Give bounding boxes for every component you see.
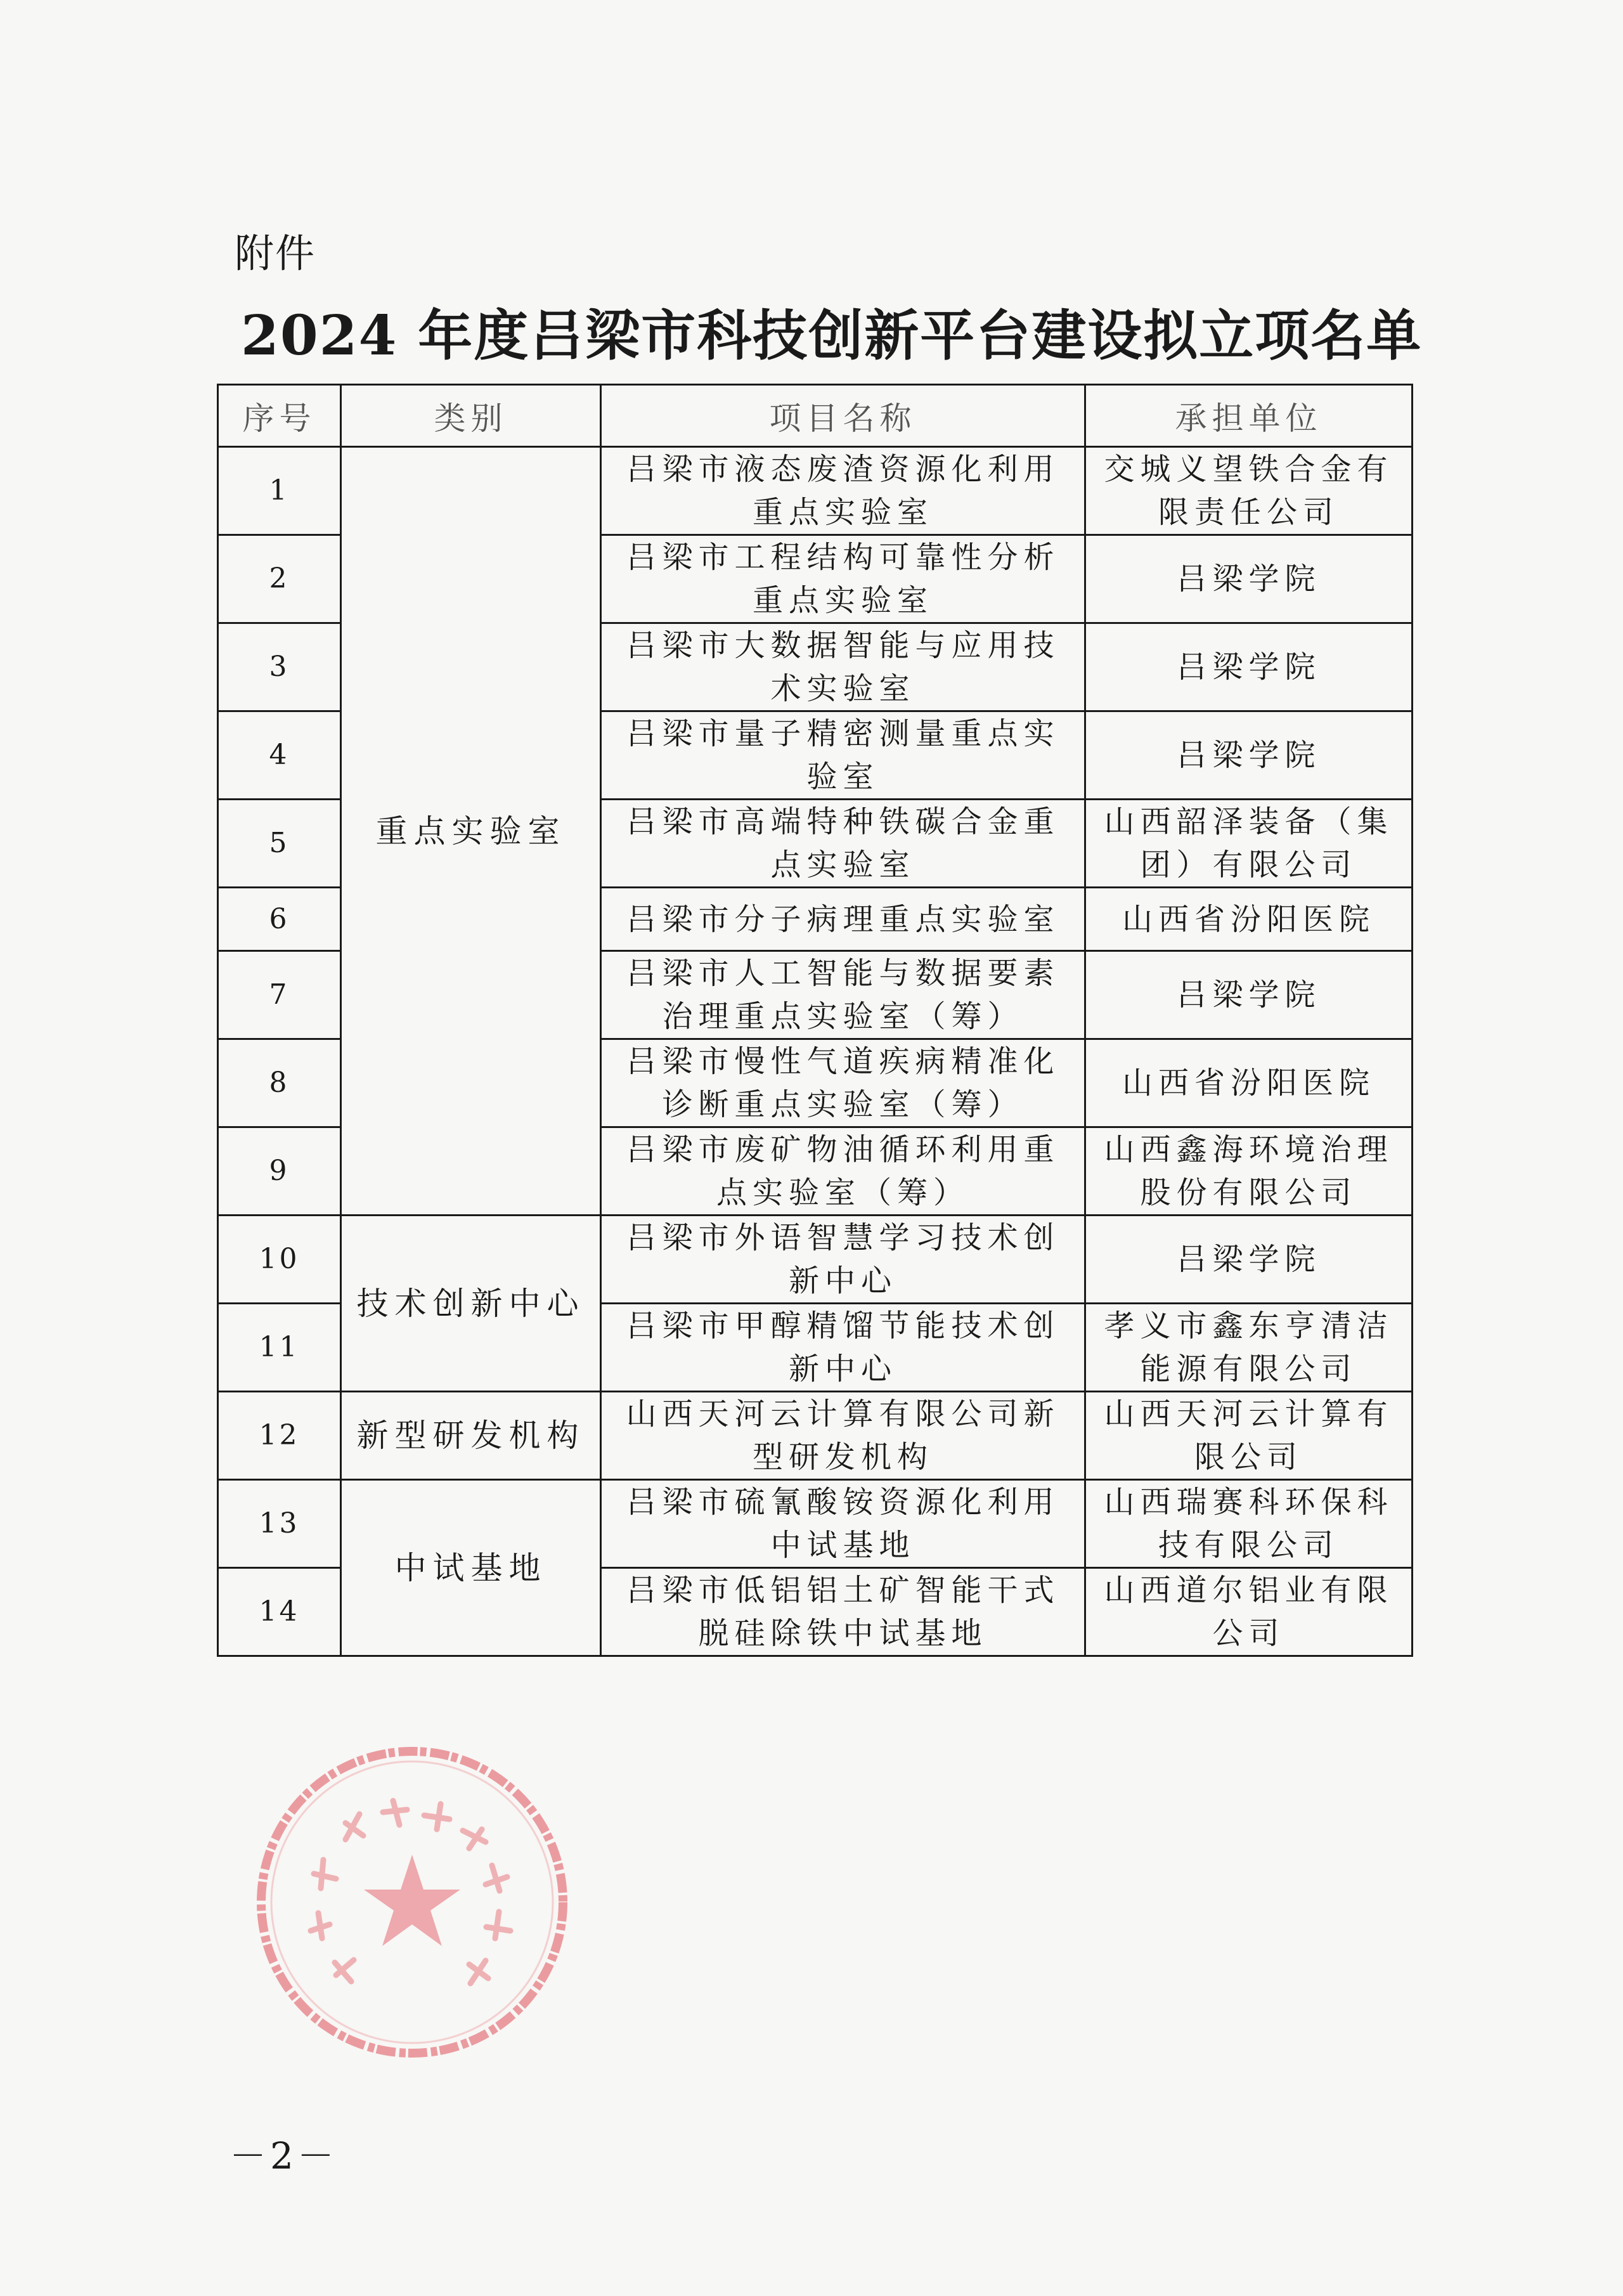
cell-project-name: 吕梁市外语智慧学习技术创新中心 [601, 1216, 1085, 1304]
table-row [218, 1480, 1413, 1568]
cell-organization: 山西省汾阳医院 [1085, 1039, 1413, 1127]
cell-organization: 吕梁学院 [1085, 1216, 1413, 1304]
cell-project-name: 吕梁市低铝铝土矿智能干式脱硅除铁中试基地 [601, 1568, 1085, 1656]
project-list-table [217, 384, 1413, 1657]
header-seq: 序号 [218, 385, 341, 447]
cell-seq: 13 [218, 1480, 341, 1568]
table-header-row [218, 385, 1413, 447]
header-project-name: 项目名称 [601, 385, 1085, 447]
cell-organization: 吕梁学院 [1085, 623, 1413, 711]
cell-organization: 山西瑞赛科环保科技有限公司 [1085, 1480, 1413, 1568]
cell-seq: 14 [218, 1568, 341, 1656]
cell-seq: 3 [218, 623, 341, 711]
cell-seq: 9 [218, 1127, 341, 1216]
document-title: 2024 年度吕梁市科技创新平台建设拟立项名单 [241, 304, 1423, 368]
table-row [218, 447, 1413, 535]
cell-organization: 吕梁学院 [1085, 535, 1413, 623]
cell-project-name: 吕梁市废矿物油循环利用重点实验室（筹） [601, 1127, 1085, 1216]
cell-organization: 山西韶泽装备（集团）有限公司 [1085, 800, 1413, 888]
cell-project-name: 吕梁市液态废渣资源化利用重点实验室 [601, 447, 1085, 535]
cell-project-name: 吕梁市慢性气道疾病精准化诊断重点实验室（筹） [601, 1039, 1085, 1127]
cell-organization: 山西省汾阳医院 [1085, 888, 1413, 951]
cell-project-name: 吕梁市人工智能与数据要素治理重点实验室（筹） [601, 951, 1085, 1039]
cell-seq: 7 [218, 951, 341, 1039]
table-row [218, 1392, 1413, 1480]
cell-seq: 1 [218, 447, 341, 535]
cell-category: 新型研发机构 [341, 1392, 601, 1480]
cell-category: 技术创新中心 [341, 1216, 601, 1392]
cell-project-name: 吕梁市甲醇精馏节能技术创新中心 [601, 1304, 1085, 1392]
cell-project-name: 山西天河云计算有限公司新型研发机构 [601, 1392, 1085, 1480]
cell-seq: 12 [218, 1392, 341, 1480]
cell-organization: 山西道尔铝业有限公司 [1085, 1568, 1413, 1656]
cell-organization: 吕梁学院 [1085, 711, 1413, 800]
cell-seq: 8 [218, 1039, 341, 1127]
cell-project-name: 吕梁市工程结构可靠性分析重点实验室 [601, 535, 1085, 623]
cell-organization: 山西天河云计算有限公司 [1085, 1392, 1413, 1480]
cell-seq: 6 [218, 888, 341, 951]
cell-project-name: 吕梁市高端特种铁碳合金重点实验室 [601, 800, 1085, 888]
cell-category: 中试基地 [341, 1480, 601, 1656]
cell-seq: 2 [218, 535, 341, 623]
cell-seq: 5 [218, 800, 341, 888]
table-row [218, 1216, 1413, 1304]
cell-category: 重点实验室 [341, 447, 601, 1216]
header-category: 类别 [341, 385, 601, 447]
cell-organization: 山西鑫海环境治理股份有限公司 [1085, 1127, 1413, 1216]
cell-project-name: 吕梁市大数据智能与应用技术实验室 [601, 623, 1085, 711]
cell-seq: 11 [218, 1304, 341, 1392]
project-list-table-container [217, 384, 1411, 1657]
official-seal-stamp [250, 1741, 574, 2064]
cell-organization: 孝义市鑫东亨清洁能源有限公司 [1085, 1304, 1413, 1392]
cell-project-name: 吕梁市分子病理重点实验室 [601, 888, 1085, 951]
cell-organization: 交城义望铁合金有限责任公司 [1085, 447, 1413, 535]
page-number: －2－ [230, 2134, 338, 2177]
header-organization: 承担单位 [1085, 385, 1413, 447]
cell-seq: 4 [218, 711, 341, 800]
cell-project-name: 吕梁市硫氰酸铵资源化利用中试基地 [601, 1480, 1085, 1568]
cell-seq: 10 [218, 1216, 341, 1304]
cell-project-name: 吕梁市量子精密测量重点实验室 [601, 711, 1085, 800]
attachment-label: 附件 [235, 230, 316, 276]
cell-organization: 吕梁学院 [1085, 951, 1413, 1039]
